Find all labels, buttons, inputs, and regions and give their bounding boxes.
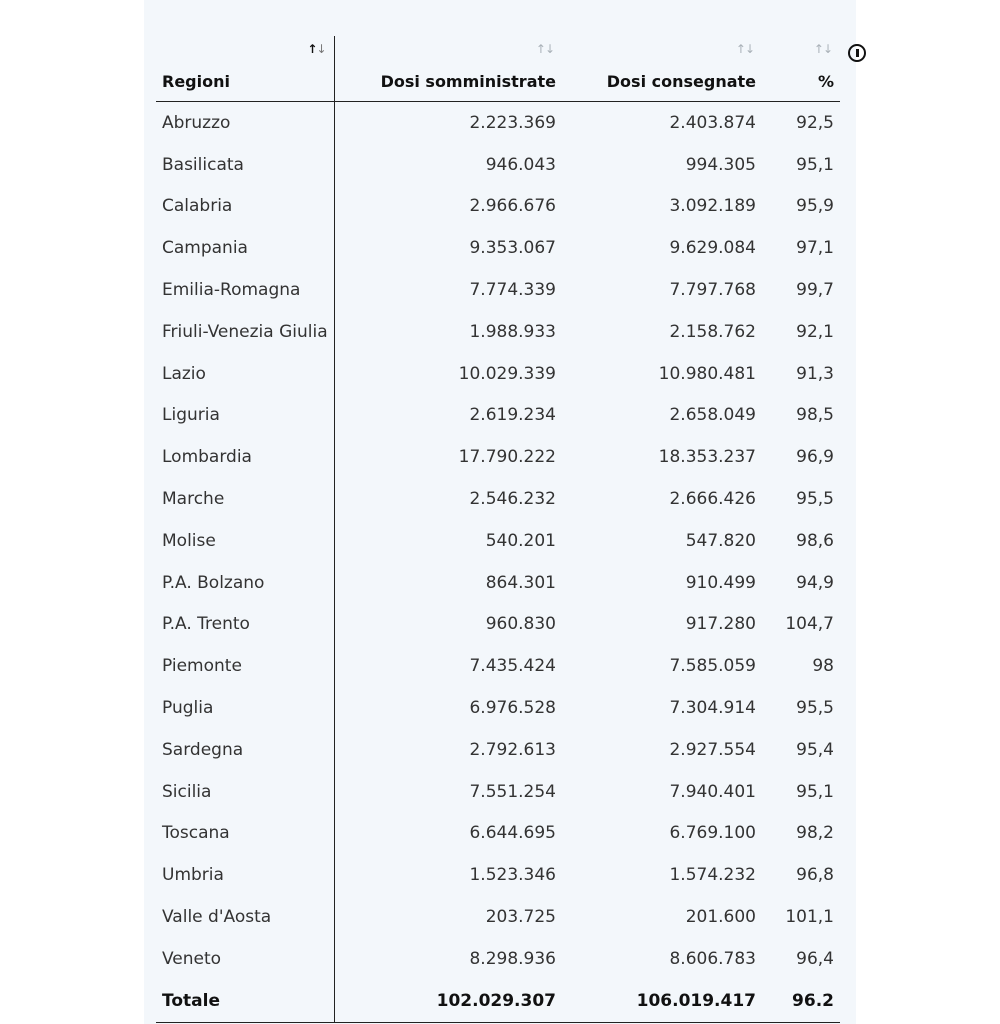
cell-region: Liguria xyxy=(156,395,334,437)
cell-delivered: 3.092.189 xyxy=(669,196,756,217)
cell-delivered: 2.158.762 xyxy=(669,321,756,342)
total-administered: 102.029.307 xyxy=(334,980,562,1022)
cell-region: Puglia xyxy=(156,687,334,729)
table-row xyxy=(156,896,840,938)
cell-percent: 95,1 xyxy=(796,154,834,175)
sort-somministrate-icon[interactable]: ↑↓ xyxy=(535,42,554,56)
table-row xyxy=(156,227,840,269)
cell-percent: 95,4 xyxy=(796,739,834,760)
cell-percent: 92,1 xyxy=(796,321,834,342)
column-header-label: Regioni xyxy=(162,72,230,91)
cell-administered: 7.551.254 xyxy=(469,781,556,802)
cell-region: Campania xyxy=(156,227,334,269)
cell-administered: 7.774.339 xyxy=(469,280,556,301)
cell-delivered: 7.797.768 xyxy=(669,280,756,301)
table-body xyxy=(156,102,840,1023)
cell-percent: 104,7 xyxy=(785,614,834,635)
table-row xyxy=(156,645,840,687)
table-row xyxy=(156,938,840,980)
cell-administered: 946.043 xyxy=(485,154,556,175)
cell-administered: 9.353.067 xyxy=(469,238,556,259)
table-row xyxy=(156,436,840,478)
table-row xyxy=(156,687,840,729)
cell-delivered: 10.980.481 xyxy=(658,363,756,384)
cell-percent: 95,9 xyxy=(796,196,834,217)
table-row xyxy=(156,520,840,562)
cell-administered: 10.029.339 xyxy=(458,363,556,384)
column-header-regioni[interactable] xyxy=(156,36,334,102)
cell-delivered: 9.629.084 xyxy=(669,238,756,259)
cell-percent: 97,1 xyxy=(796,238,834,259)
cell-delivered: 1.574.232 xyxy=(669,865,756,886)
cell-delivered: 994.305 xyxy=(685,154,756,175)
cell-delivered: 2.658.049 xyxy=(669,405,756,426)
cell-percent: 101,1 xyxy=(785,907,834,928)
table-row xyxy=(156,854,840,896)
cell-region: Umbria xyxy=(156,854,334,896)
cell-region: Veneto xyxy=(156,938,334,980)
table-row xyxy=(156,729,840,771)
cell-delivered: 6.769.100 xyxy=(669,823,756,844)
cell-region: Friuli-Venezia Giulia xyxy=(156,311,334,353)
cell-administered: 2.966.676 xyxy=(469,196,556,217)
cell-delivered: 917.280 xyxy=(685,614,756,635)
column-header-label: % xyxy=(817,72,834,91)
cell-region: Lombardia xyxy=(156,436,334,478)
cell-administered: 2.792.613 xyxy=(469,739,556,760)
cell-percent: 95,1 xyxy=(796,781,834,802)
table-row xyxy=(156,813,840,855)
cell-delivered: 7.585.059 xyxy=(669,656,756,677)
cell-percent: 98,2 xyxy=(796,823,834,844)
cell-delivered: 201.600 xyxy=(685,907,756,928)
sort-consegnate-icon[interactable]: ↑↓ xyxy=(735,42,754,56)
cell-region: Calabria xyxy=(156,186,334,228)
cell-administered: 1.523.346 xyxy=(469,865,556,886)
cell-delivered: 547.820 xyxy=(685,530,756,551)
column-header-label: Dosi somministrate xyxy=(380,72,556,91)
vaccine-doses-table xyxy=(156,36,840,1023)
cell-region: Molise xyxy=(156,520,334,562)
total-delivered: 106.019.417 xyxy=(562,980,762,1022)
cell-percent: 98,5 xyxy=(796,405,834,426)
cell-delivered: 2.403.874 xyxy=(669,112,756,133)
cell-region: Sicilia xyxy=(156,771,334,813)
cell-region: Marche xyxy=(156,478,334,520)
total-row xyxy=(156,980,840,1022)
sort-percent-icon[interactable]: ↑↓ xyxy=(813,42,832,56)
cell-percent: 98 xyxy=(812,656,834,677)
cell-delivered: 7.304.914 xyxy=(669,698,756,719)
cell-administered: 6.644.695 xyxy=(469,823,556,844)
cell-administered: 203.725 xyxy=(485,907,556,928)
cell-region: Abruzzo xyxy=(156,102,334,144)
sort-regioni-icon[interactable]: ↑↓ xyxy=(307,42,326,56)
column-header-dosi-somministrate[interactable] xyxy=(334,36,562,102)
cell-percent: 96,4 xyxy=(796,948,834,969)
cell-region: Emilia-Romagna xyxy=(156,269,334,311)
table-row xyxy=(156,269,840,311)
cell-percent: 95,5 xyxy=(796,698,834,719)
table-row xyxy=(156,144,840,186)
cell-region: Valle d'Aosta xyxy=(156,896,334,938)
cell-region: Basilicata xyxy=(156,144,334,186)
table-row xyxy=(156,102,840,144)
cell-administered: 864.301 xyxy=(485,572,556,593)
table-row xyxy=(156,771,840,813)
cell-delivered: 2.927.554 xyxy=(669,739,756,760)
cell-delivered: 2.666.426 xyxy=(669,489,756,510)
cell-percent: 92,5 xyxy=(796,112,834,133)
cell-administered: 8.298.936 xyxy=(469,948,556,969)
cell-delivered: 7.940.401 xyxy=(669,781,756,802)
cell-percent: 94,9 xyxy=(796,572,834,593)
column-header-percent[interactable] xyxy=(762,36,840,102)
column-header-label: Dosi consegnate xyxy=(606,72,756,91)
cell-administered: 2.546.232 xyxy=(469,489,556,510)
table-row xyxy=(156,478,840,520)
cell-administered: 2.223.369 xyxy=(469,112,556,133)
cell-region: Piemonte xyxy=(156,645,334,687)
cell-administered: 960.830 xyxy=(485,614,556,635)
cell-delivered: 18.353.237 xyxy=(658,447,756,468)
cell-region: Sardegna xyxy=(156,729,334,771)
table-header xyxy=(156,36,840,102)
table-row xyxy=(156,562,840,604)
cell-region: Lazio xyxy=(156,353,334,395)
total-label: Totale xyxy=(156,980,334,1022)
cell-administered: 540.201 xyxy=(485,530,556,551)
cell-region: Toscana xyxy=(156,813,334,855)
table-row xyxy=(156,311,840,353)
cell-administered: 7.435.424 xyxy=(469,656,556,677)
cell-percent: 99,7 xyxy=(796,280,834,301)
table-row xyxy=(156,186,840,228)
cell-region: P.A. Trento xyxy=(156,604,334,646)
cell-delivered: 8.606.783 xyxy=(669,948,756,969)
cell-percent: 96,9 xyxy=(796,447,834,468)
table-row xyxy=(156,395,840,437)
cell-percent: 91,3 xyxy=(796,363,834,384)
cell-delivered: 910.499 xyxy=(685,572,756,593)
cell-administered: 2.619.234 xyxy=(469,405,556,426)
cell-region: P.A. Bolzano xyxy=(156,562,334,604)
total-percent: 96.2 xyxy=(762,980,840,1022)
cell-percent: 98,6 xyxy=(796,530,834,551)
cell-administered: 1.988.933 xyxy=(469,321,556,342)
cell-administered: 6.976.528 xyxy=(469,698,556,719)
table-row xyxy=(156,604,840,646)
cell-administered: 17.790.222 xyxy=(458,447,556,468)
info-icon[interactable] xyxy=(848,44,866,62)
cell-percent: 95,5 xyxy=(796,489,834,510)
cell-percent: 96,8 xyxy=(796,865,834,886)
column-header-dosi-consegnate[interactable] xyxy=(562,36,762,102)
table-row xyxy=(156,353,840,395)
